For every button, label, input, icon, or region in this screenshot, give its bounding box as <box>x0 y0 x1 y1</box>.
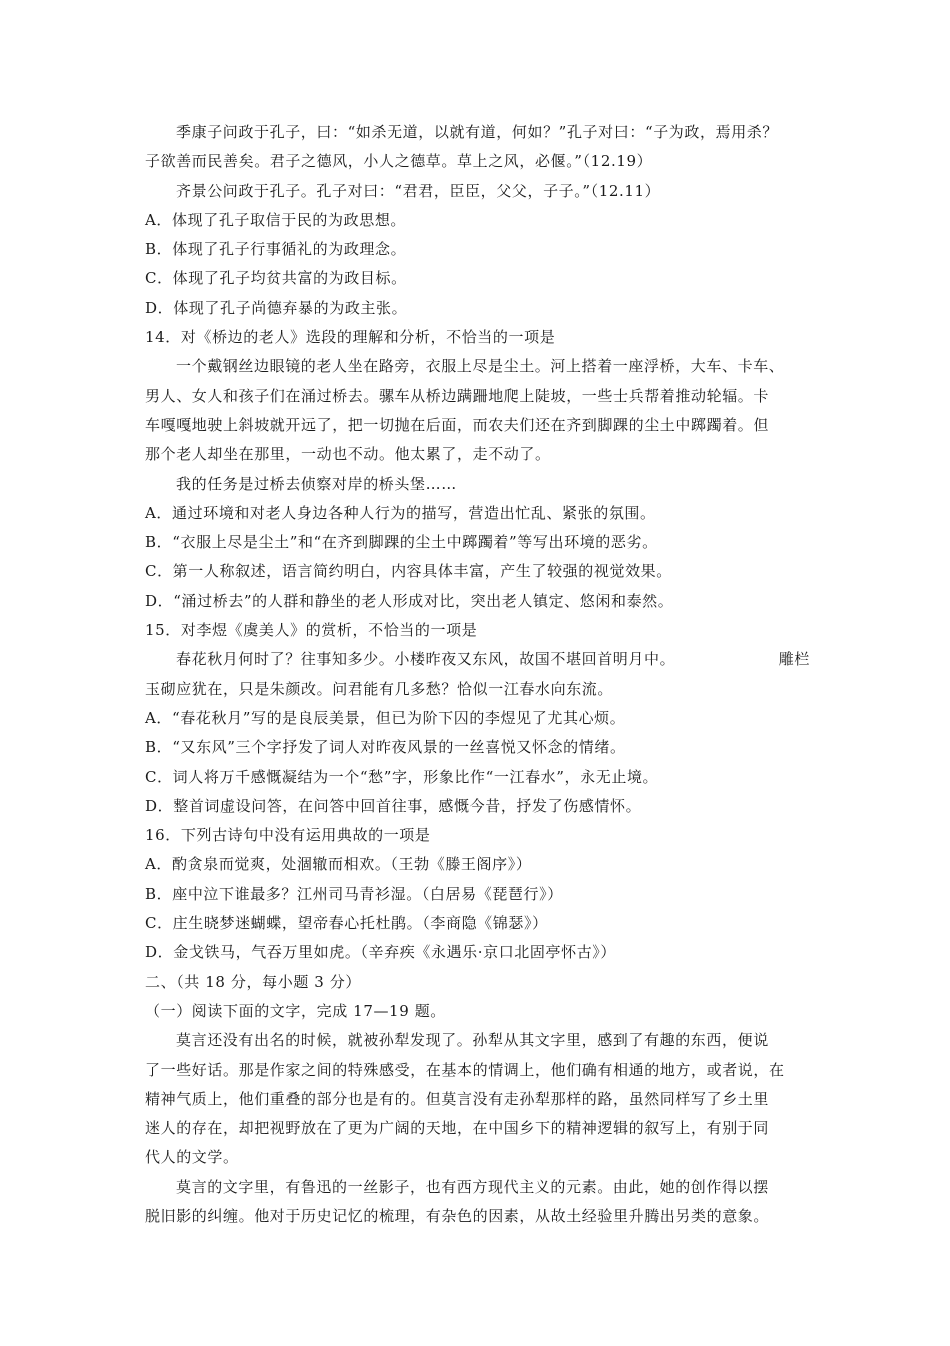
text-line: 莫言还没有出名的时候，就被孙犁发现了。孙犁从其文字里，感到了有趣的东西，便说 <box>176 1031 769 1050</box>
text-line: 车嘎嘎地驶上斜坡就开远了，把一切抛在后面，而农夫们还在齐到脚踝的尘土中踯躅着。但 <box>145 415 770 434</box>
option-b: B．体现了孔子行事循礼的为政理念。 <box>145 240 407 259</box>
option-b: B．“又东风”三个字抒发了词人对昨夜风景的一丝喜悦又怀念的情绪。 <box>145 738 626 757</box>
option-a: A．酌贪泉而觉爽，处涸辙而相欢。（王勃《滕王阁序》） <box>145 855 532 874</box>
option-d: D．整首词虚设问答，在问答中回首往事，感慨今昔，抒发了伤感情怀。 <box>145 796 642 815</box>
option-d: D．“涌过桥去”的人群和静坐的老人形成对比，突出老人镇定、悠闲和泰然。 <box>145 591 674 610</box>
text-line: 齐景公问政于孔子。孔子对曰：“君君，臣臣，父父，子子。”（12.11） <box>176 181 661 200</box>
option-a: A．通过环境和对老人身边各种人行为的描写，营造出忙乱、紧张的氛围。 <box>145 503 656 522</box>
section-heading: 二、（共 18 分，每小题 3 分） <box>145 972 362 991</box>
text-line: 季康子问政于孔子，曰：“如杀无道，以就有道，何如？”孔子对曰：“子为政，焉用杀？ <box>176 123 779 141</box>
question-16: 16．下列古诗句中没有运用典故的一项是 <box>145 826 431 845</box>
option-c: C．词人将万千感慨凝结为一个“愁”字，形象比作“一江春水”，永无止境。 <box>145 767 659 786</box>
text-line: 男人、女人和孩子们在涌过桥去。骡车从桥边蹒跚地爬上陡坡，一些士兵帮着推动轮辐。卡 <box>145 386 770 405</box>
poem-text-tail: 雕栏 <box>778 650 810 669</box>
option-d: D．金戈铁马，气吞万里如虎。（辛弃疾《永遇乐·京口北固亭怀古》） <box>145 943 616 962</box>
option-a: A．“春花秋月”写的是良辰美景，但已为阶下囚的李煜见了尤其心烦。 <box>145 708 626 727</box>
text-line: 我的任务是过桥去侦察对岸的桥头堡…… <box>176 474 457 493</box>
option-c: C．体现了孔子均贫共富的为政目标。 <box>145 269 407 288</box>
option-c: C．庄生晓梦迷蝴蝶，望帝春心托杜鹃。（李商隐《锦瑟》） <box>145 914 548 933</box>
option-b: B．座中泣下谁最多？江州司马青衫湿。（白居易《琵琶行》） <box>145 884 563 903</box>
text-line: 精神气质上，他们重叠的部分也是有的。但莫言没有走孙犁那样的路，虽然同样写了乡土里 <box>145 1089 770 1108</box>
poem-line <box>145 645 810 674</box>
option-a: A．体现了孔子取信于民的为政思想。 <box>145 210 407 229</box>
document-page <box>145 118 810 1231</box>
option-d: D．体现了孔子尚德弃暴的为政主张。 <box>145 298 408 317</box>
poem-text: 春花秋月何时了？往事知多少。小楼昨夜又东风，故国不堪回首明月中。 <box>176 650 676 669</box>
question-14: 14．对《桥边的老人》选段的理解和分析，不恰当的一项是 <box>145 328 556 347</box>
subsection-heading: （一）阅读下面的文字，完成 17—19 题。 <box>145 1001 446 1020</box>
text-line: 迷人的存在，却把视野放在了更为广阔的天地，在中国乡下的精神逻辑的叙写上，有别于同 <box>145 1119 770 1138</box>
text-line: 子欲善而民善矣。君子之德风，小人之德草。草上之风，必偃。”（12.19） <box>145 152 653 171</box>
poem-line: 玉砌应犹在，只是朱颜改。问君能有几多愁？恰似一江春水向东流。 <box>145 679 614 698</box>
text-line: 代人的文学。 <box>145 1148 239 1167</box>
text-line: 那个老人却坐在那里，一动也不动。他太累了，走不动了。 <box>145 445 551 464</box>
option-c: C．第一人称叙述，语言简约明白，内容具体丰富，产生了较强的视觉效果。 <box>145 562 672 581</box>
question-15: 15．对李煜《虞美人》的赏析，不恰当的一项是 <box>145 621 478 640</box>
text-line: 了一些好话。那是作家之间的特殊感受，在基本的情调上，他们确有相通的地方，或者说，在 <box>145 1060 785 1079</box>
text-line: 一个戴钢丝边眼镜的老人坐在路旁，衣服上尽是尘土。河上搭着一座浮桥，大车、卡车、 <box>176 357 785 376</box>
text-line: 脱旧影的纠缠。他对于历史记忆的梳理，有杂色的因素，从故土经验里升腾出另类的意象。 <box>145 1206 770 1225</box>
text-line: 莫言的文字里，有鲁迅的一丝影子，也有西方现代主义的元素。由此，她的创作得以摆 <box>176 1177 769 1196</box>
option-b: B．“衣服上尽是尘土”和“在齐到脚踝的尘土中踯躅着”等写出环境的恶劣。 <box>145 533 658 552</box>
